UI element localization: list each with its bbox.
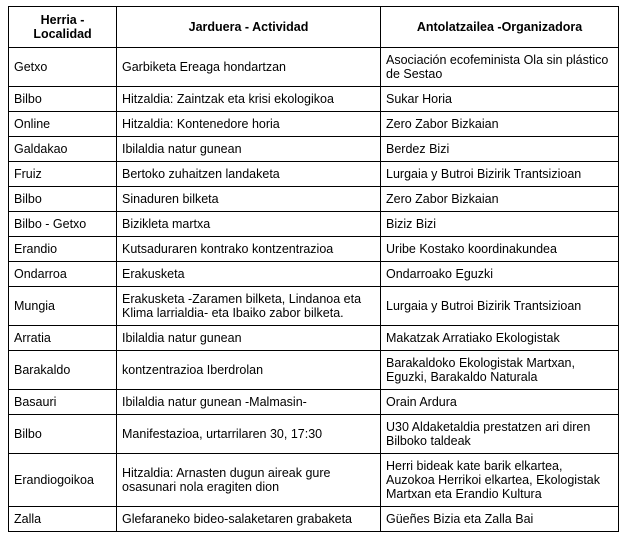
cell-antolatzailea: Ondarroako Eguzki	[381, 262, 619, 287]
cell-herria: Barakaldo	[9, 351, 117, 390]
cell-herria: Bilbo - Getxo	[9, 212, 117, 237]
cell-antolatzailea: Lurgaia y Butroi Bizirik Trantsizioan	[381, 287, 619, 326]
table-row	[9, 237, 619, 262]
table-row	[9, 326, 619, 351]
cell-jarduera: Glefaraneko bideo-salaketaren grabaketa	[117, 507, 381, 532]
table-row	[9, 87, 619, 112]
table-row	[9, 287, 619, 326]
cell-herria: Arratia	[9, 326, 117, 351]
cell-antolatzailea: Orain Ardura	[381, 390, 619, 415]
cell-herria: Bilbo	[9, 415, 117, 454]
cell-jarduera: Bizikleta martxa	[117, 212, 381, 237]
cell-antolatzailea: Herri bideak kate barik elkartea, Auzokoa Herrikoi elkartea, Ekologistak Martxan eta Erandio Kultura	[381, 454, 619, 507]
activities-table	[8, 6, 619, 532]
cell-herria: Bilbo	[9, 187, 117, 212]
page	[8, 6, 619, 532]
cell-herria: Zalla	[9, 507, 117, 532]
header-jarduera: Jarduera - Actividad	[117, 7, 381, 48]
table-row	[9, 351, 619, 390]
cell-antolatzailea: U30 Aldaketaldia prestatzen ari diren Bilboko taldeak	[381, 415, 619, 454]
cell-jarduera: kontzentrazioa Iberdrolan	[117, 351, 381, 390]
cell-antolatzailea: Sukar Horia	[381, 87, 619, 112]
cell-jarduera: Garbiketa Ereaga hondartzan	[117, 48, 381, 87]
cell-jarduera: Ibilaldia natur gunean -Malmasin-	[117, 390, 381, 415]
cell-herria: Ondarroa	[9, 262, 117, 287]
cell-antolatzailea: Güeñes Bizia eta Zalla Bai	[381, 507, 619, 532]
header-herria-line1: Herria -	[40, 13, 85, 27]
cell-herria: Online	[9, 112, 117, 137]
cell-herria: Basauri	[9, 390, 117, 415]
cell-jarduera: Ibilaldia natur gunean	[117, 326, 381, 351]
cell-herria: Mungia	[9, 287, 117, 326]
cell-jarduera: Manifestazioa, urtarrilaren 30, 17:30	[117, 415, 381, 454]
table-row	[9, 187, 619, 212]
table-row	[9, 112, 619, 137]
cell-antolatzailea: Makatzak Arratiako Ekologistak	[381, 326, 619, 351]
cell-antolatzailea: Lurgaia y Butroi Bizirik Trantsizioan	[381, 162, 619, 187]
table-header-row	[9, 7, 619, 48]
table-row	[9, 507, 619, 532]
cell-herria: Erandiogoikoa	[9, 454, 117, 507]
table-row	[9, 454, 619, 507]
table-row	[9, 390, 619, 415]
cell-antolatzailea: Asociación ecofeminista Ola sin plástico de Sestao	[381, 48, 619, 87]
cell-antolatzailea: Zero Zabor Bizkaian	[381, 187, 619, 212]
cell-jarduera: Ibilaldia natur gunean	[117, 137, 381, 162]
table-row	[9, 162, 619, 187]
cell-jarduera: Hitzaldia: Zaintzak eta krisi ekologikoa	[117, 87, 381, 112]
cell-herria: Erandio	[9, 237, 117, 262]
header-antolatzailea: Antolatzailea -Organizadora	[381, 7, 619, 48]
table-row	[9, 212, 619, 237]
cell-herria: Getxo	[9, 48, 117, 87]
cell-herria: Fruiz	[9, 162, 117, 187]
table-row	[9, 48, 619, 87]
cell-herria: Galdakao	[9, 137, 117, 162]
cell-jarduera: Erakusketa -Zaramen bilketa, Lindanoa eta Klima larrialdia- eta Ibaiko zabor bilketa.	[117, 287, 381, 326]
cell-jarduera: Kutsaduraren kontrako kontzentrazioa	[117, 237, 381, 262]
cell-jarduera: Sinaduren bilketa	[117, 187, 381, 212]
cell-antolatzailea: Biziz Bizi	[381, 212, 619, 237]
cell-jarduera: Erakusketa	[117, 262, 381, 287]
cell-antolatzailea: Uribe Kostako koordinakundea	[381, 237, 619, 262]
header-herria	[9, 7, 117, 48]
table-row	[9, 415, 619, 454]
cell-herria: Bilbo	[9, 87, 117, 112]
cell-antolatzailea: Berdez Bizi	[381, 137, 619, 162]
cell-jarduera: Hitzaldia: Arnasten dugun aireak gure osasunari nola eragiten dion	[117, 454, 381, 507]
table-row	[9, 137, 619, 162]
cell-jarduera: Hitzaldia: Kontenedore horia	[117, 112, 381, 137]
cell-antolatzailea: Zero Zabor Bizkaian	[381, 112, 619, 137]
header-herria-line2: Localidad	[33, 27, 92, 41]
table-row	[9, 262, 619, 287]
cell-jarduera: Bertoko zuhaitzen landaketa	[117, 162, 381, 187]
cell-antolatzailea: Barakaldoko Ekologistak Martxan, Eguzki, Barakaldo Naturala	[381, 351, 619, 390]
